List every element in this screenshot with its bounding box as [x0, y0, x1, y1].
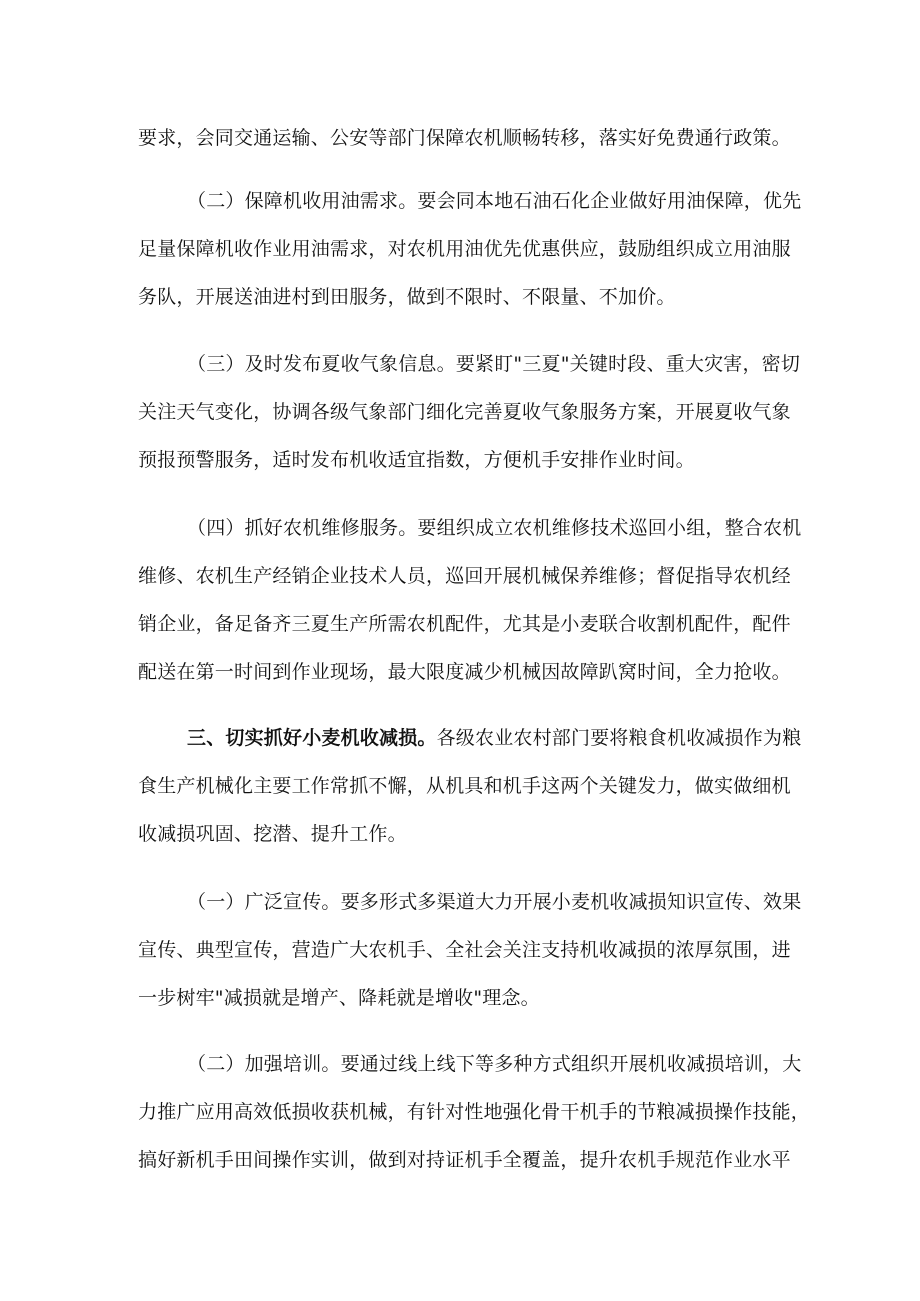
- paragraph-line: 要求，会同交通运输、公安等部门保障农机顺畅转移，落实好免费通行政策。: [138, 127, 791, 149]
- section-heading-line: [187, 726, 827, 750]
- paragraph-line: 一步树牢"减损就是增产、降耗就是增收"理念。: [138, 987, 540, 1009]
- paragraph-line: （四）抓好农机维修服务。要组织成立农机维修技术巡回小组，整合农机: [187, 517, 802, 539]
- paragraph-line: （一）广泛宣传。要多形式多渠道大力开展小麦机收减损知识宣传、效果: [187, 891, 802, 913]
- paragraph-line: 维修、农机生产经销企业技术人员，巡回开展机械保养维修；督促指导农机经: [138, 565, 791, 587]
- paragraph-line: 宣传、典型宣传，营造广大农机手、全社会关注支持机收减损的浓厚氛围，进: [138, 939, 791, 961]
- paragraph-line: 关注天气变化，协调各级气象部门细化完善夏收气象服务方案，开展夏收气象: [138, 401, 791, 423]
- paragraph-line: 足量保障机收作业用油需求，对农机用油优先优惠供应，鼓励组织成立用油服: [138, 238, 791, 260]
- paragraph-line: 配送在第一时间到作业现场，最大限度减少机械因故障趴窝时间，全力抢收。: [138, 661, 791, 683]
- paragraph-line: 收减损巩固、挖潜、提升工作。: [138, 823, 407, 845]
- paragraph-line: （二）加强培训。要通过线上线下等多种方式组织开展机收减损培训，大: [187, 1053, 802, 1075]
- paragraph-line: 预报预警服务，适时发布机收适宜指数，方便机手安排作业时间。: [138, 449, 695, 471]
- paragraph-line: 食生产机械化主要工作常抓不懈，从机具和机手这两个关键发力，做实做细机: [138, 775, 791, 797]
- section-heading: 三、切实抓好小麦机收减损。: [187, 727, 437, 749]
- paragraph-line: （二）保障机收用油需求。要会同本地石油石化企业做好用油保障，优先: [187, 190, 802, 212]
- section-heading-rest: 各级农业农村部门要将粮食机收减损作为粮: [436, 727, 802, 749]
- paragraph-line: （三）及时发布夏收气象信息。要紧盯"三夏"关键时段、重大灾害，密切: [187, 353, 801, 375]
- paragraph-line: 搞好新机手田间操作实训，做到对持证机手全覆盖，提升农机手规范作业水平: [138, 1149, 791, 1171]
- paragraph-line: 力推广应用高效低损收获机械，有针对性地强化骨干机手的节粮减损操作技能，: [138, 1101, 811, 1123]
- paragraph-line: 务队，开展送油进村到田服务，做到不限时、不限量、不加价。: [138, 286, 676, 308]
- paragraph-line: 销企业，备足备齐三夏生产所需农机配件，尤其是小麦联合收割机配件，配件: [138, 613, 791, 635]
